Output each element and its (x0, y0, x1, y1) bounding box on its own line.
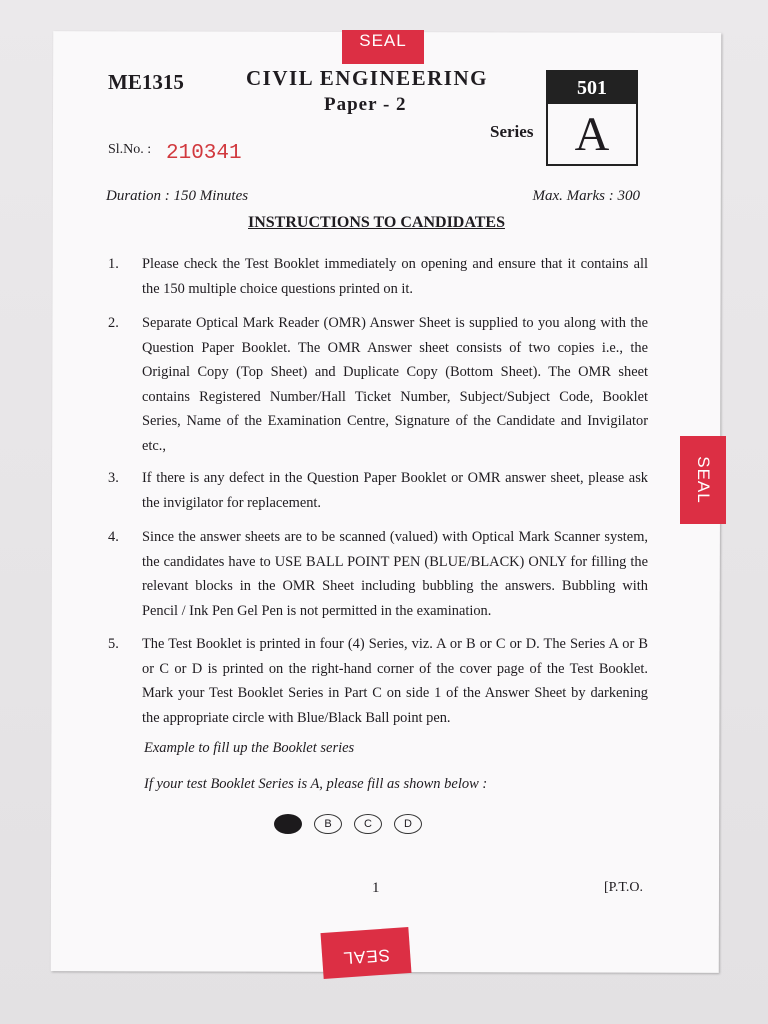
example-label: Example to fill up the Booklet series (144, 740, 355, 756)
instruction-item (108, 632, 648, 730)
instruction-text: If there is any defect in the Question Paper Booklet or OMR answer sheet, please ask the invigilator for replacement. (142, 470, 648, 511)
instruction-number: 2. (108, 315, 119, 331)
instruction-number: 5. (108, 636, 119, 652)
course-code: ME1315 (108, 70, 184, 94)
serial-label: Sl.No. : (108, 142, 152, 157)
bubble-c: C (354, 814, 382, 834)
instruction-item (108, 311, 648, 458)
instruction-item (108, 252, 648, 301)
bubble-d: D (394, 814, 422, 834)
seal-sticker-bottom: SEAL (321, 927, 412, 979)
series-letter: A (574, 108, 610, 161)
page-number: 1 (372, 880, 380, 896)
instruction-text: Please check the Test Booklet immediately on opening and ensure that it contains all the 150 multiple choice questions printed on it. (142, 256, 648, 297)
max-marks: Max. Marks : 300 (532, 188, 640, 204)
series-box (546, 70, 638, 166)
bubble-a (274, 814, 302, 834)
paper-number: Paper - 2 (324, 94, 407, 115)
instruction-item (108, 525, 648, 623)
duration: Duration : 150 Minutes (106, 188, 249, 204)
instruction-text: Since the answer sheets are to be scanned (valued) with Optical Mark Scanner system, the candidates have to USE BALL POINT PEN (BLUE/BLACK) ONLY for filling the relevant blocks in the OMR Sheet including bubbling the answers. Bubbling with Pencil / Ink Pen Gel Pen is not permitted in the examination. (142, 529, 648, 619)
series-code: 501 (548, 72, 636, 104)
example-instruction: If your test Booklet Series is A, please fill as shown below : (144, 776, 488, 792)
series-label: Series (490, 122, 534, 141)
serial-number: 210341 (166, 142, 242, 165)
instruction-number: 1. (108, 256, 119, 272)
seal-sticker-top: SEAL (342, 30, 424, 64)
instruction-item (108, 466, 648, 515)
seal-sticker-right: SEAL (680, 436, 726, 524)
instruction-text: Separate Optical Mark Reader (OMR) Answer Sheet is supplied to you along with the Question Paper Booklet. The OMR Answer sheet consists of two copies i.e., the Original Copy (Top Sheet) and Duplicate Copy (Bottom Sheet). The OMR sheet contains Registered Number/Hall Ticket Number, Subject/Subject Code, Booklet Series, Name of the Examination Centre, Signature of the Candidate and Invigilator etc., (142, 315, 648, 454)
instruction-number: 3. (108, 470, 119, 486)
instruction-number: 4. (108, 529, 119, 545)
instruction-text: The Test Booklet is printed in four (4) Series, viz. A or B or C or D. The Series A or B or C or D is printed on the right-hand corner of the cover page of the Test Booklet. Mark your Test Booklet Series in Part C on side 1 of the Answer Sheet by darkening the appropriate circle with Blue/Black Ball point pen. (142, 636, 648, 726)
bubble-b: B (314, 814, 342, 834)
pto-label: [P.T.O. (604, 880, 644, 895)
instructions-heading: INSTRUCTIONS TO CANDIDATES (248, 214, 505, 231)
subject-title: CIVIL ENGINEERING (246, 66, 488, 90)
